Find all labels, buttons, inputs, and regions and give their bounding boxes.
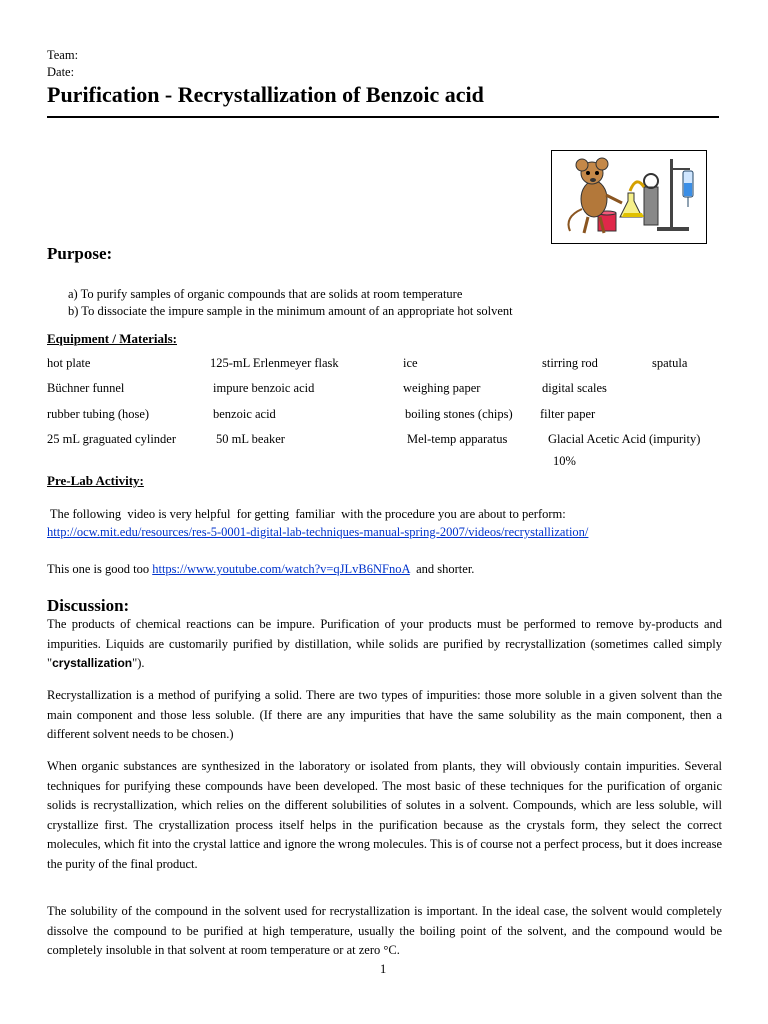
equipment-cell: Büchner funnel [47, 381, 125, 395]
purpose-item-b: b) To dissociate the impure sample in the minimum amount of an appropriate hot solvent [68, 304, 513, 318]
youtube-video-link[interactable]: https://www.youtube.com/watch?v=qJLvB6NFnoA [152, 562, 410, 576]
prelab-heading: Pre-Lab Activity: [47, 473, 144, 488]
discussion-p4-text: The solubility of the compound in the solvent used for recrystallization is important. In the ideal case, the solvent would completely dissolve the compound to be purified at high temperature, usually the boiling point of the solvent, and the compound would be completely insoluble in that solvent at room temperature or at zero °C. [47, 904, 722, 957]
page-title: Purification - Recrystallization of Benzoic acid [47, 82, 484, 107]
discussion-paragraph-2 [47, 686, 722, 745]
prelab-line2-pre: This one is good too [47, 562, 153, 576]
title-divider [47, 116, 719, 118]
date-label: Date: [47, 65, 75, 79]
equipment-cell: 25 mL graguated cylinder [47, 432, 177, 446]
discussion-p1-end: "). [132, 656, 145, 670]
discussion-p2-text: Recrystallization is a method of purifying a solid. There are two types of impurities: those more soluble in a given solvent than the main component and those less soluble. (If there are any impurities that have the same solubility as the main component, then a different solvent needs to be chosen.) [47, 688, 722, 741]
purpose-item-a: a) To purify samples of organic compounds that are solids at room temperature [68, 287, 463, 301]
equipment-cell: Glacial Acetic Acid (impurity) [548, 432, 701, 446]
prelab-text [47, 505, 722, 541]
discussion-p3-text: When organic substances are synthesized in the laboratory or isolated from plants, they will obviously contain impurities. Several techniques for purifying these compounds have been developed. The most basic of these techniques for the purification of organic solids is recrystallization, which relies on the different solubilities of solutes in a solvent. Compounds, which are less soluble, will crystallize first. The crystallization process itself helps in the purification because as the crystals form, they select the correct molecules, which fit into the crystal lattice and ignore the wrong molecules. This is of course not a perfect process, but it does increase the purity of the final product. [47, 759, 722, 871]
discussion-p1-bold: crystallization [52, 656, 133, 670]
equipment-cell: digital scales [542, 381, 607, 395]
equipment-cell: weighing paper [403, 381, 481, 395]
team-label: Team: [47, 48, 79, 62]
discussion-paragraph-1 [47, 615, 722, 674]
discussion-paragraph-4 [47, 902, 722, 961]
equipment-cell: stirring rod [542, 356, 598, 370]
equipment-cell: rubber tubing (hose) [47, 407, 150, 421]
equipment-cell: benzoic acid [213, 407, 276, 421]
prelab-line2-post: and shorter. [409, 562, 475, 576]
discussion-p1-text: The products of chemical reactions can be impure. Purification of your products must be performed to remove by-products and impurities. Liquids are customarily purified by distillation, while solids are purified by recrystallization (sometimes called simply " [47, 617, 722, 670]
equipment-cell: impure benzoic acid [213, 381, 315, 395]
prelab-intro: The following video is very helpful for getting familiar with the procedure you are about to perform: [47, 507, 566, 521]
equipment-cell: filter paper [540, 407, 596, 421]
discussion-heading: Discussion: [47, 596, 130, 615]
equipment-cell: spatula [652, 356, 688, 370]
discussion-paragraph-3 [47, 757, 722, 874]
purpose-heading: Purpose: [47, 244, 113, 263]
mit-video-link[interactable]: http://ocw.mit.edu/resources/res-5-0001-digital-lab-techniques-manual-spring-2007/videos/recrystallization/ [47, 525, 589, 539]
equipment-cell: ice [403, 356, 418, 370]
equipment-cell-extra: 10% [553, 454, 576, 468]
equipment-cell: Mel-temp apparatus [407, 432, 508, 446]
equipment-cell: boiling stones (chips) [405, 407, 513, 421]
page-number: 1 [380, 962, 387, 976]
purpose-list [68, 286, 513, 320]
equipment-heading: Equipment / Materials: [47, 331, 177, 346]
prelab-second-line [47, 560, 722, 580]
equipment-cell: 125-mL Erlenmeyer flask [210, 356, 339, 370]
equipment-cell: 50 mL beaker [216, 432, 285, 446]
lab-mouse-cartoon-icon [551, 150, 707, 244]
equipment-cell: hot plate [47, 356, 91, 370]
